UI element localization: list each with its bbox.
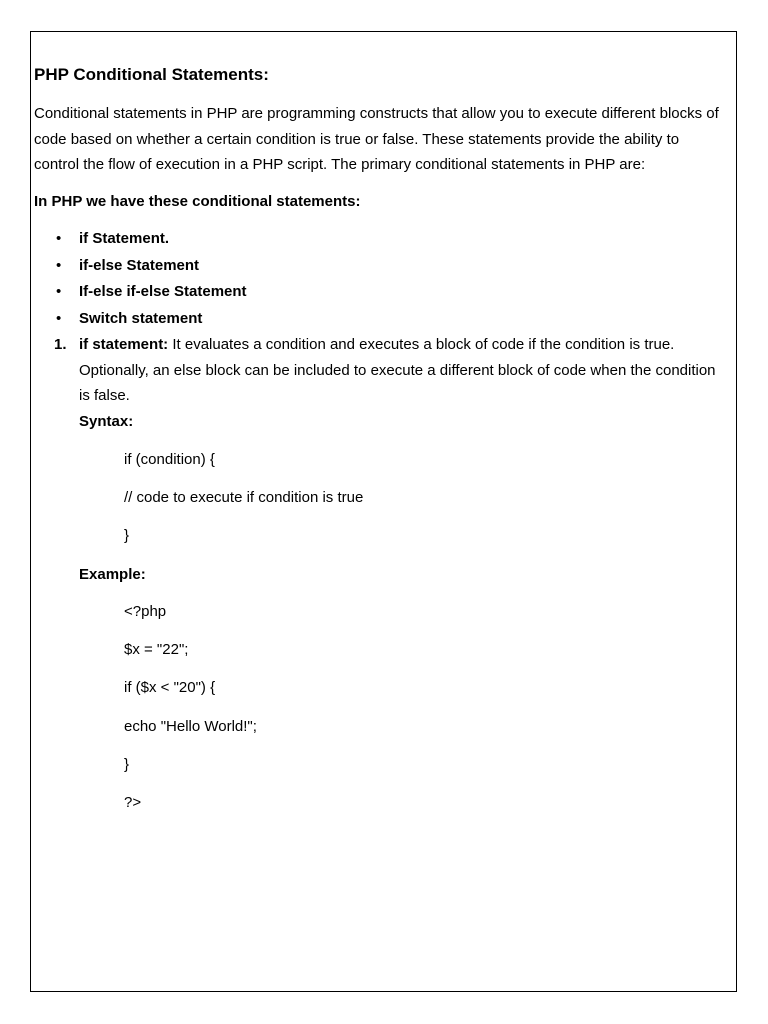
numbered-item-if-statement (34, 332, 728, 409)
code-line: } (124, 755, 130, 773)
syntax-label: Syntax: (79, 412, 134, 430)
code-line: ?> (124, 794, 142, 811)
list-item (34, 226, 728, 253)
example-label: Example: (79, 565, 146, 583)
code-line: } (124, 527, 130, 545)
item-term: if statement: (79, 336, 169, 353)
list-item (34, 306, 728, 333)
code-line: // code to execute if condition is true (124, 489, 364, 507)
intro-paragraph: Conditional statements in PHP are programming constructs that allow you to execute different blocks of code based on whether a certain condition is true or false. These statements provide the ability to control the flow of execution in a PHP script. The primary conditional statements in PHP are: (34, 105, 719, 173)
code-line: echo "Hello World!"; (124, 717, 257, 735)
list-item-text: if Statement. (79, 230, 170, 247)
list-item-text: Switch statement (79, 309, 203, 327)
list-item-text: If-else if-else Statement (79, 283, 247, 300)
conditional-statements-heading: In PHP we have these conditional statements: (34, 192, 361, 210)
list-item-text: if-else Statement (79, 256, 200, 274)
bullet-icon: • (56, 230, 62, 247)
code-line: if ($x < "20") { (124, 679, 216, 697)
example-code-block (34, 599, 728, 828)
code-line: <?php (124, 603, 167, 621)
code-line: $x = "22"; (124, 641, 189, 659)
bullet-icon: • (56, 283, 62, 300)
syntax-code-block (34, 447, 728, 562)
item-description: It evaluates a condition and executes a block of code if the condition is true. Optionally, an else block can be included to execute a different block of code when the condition is false. (79, 336, 716, 404)
list-item (34, 279, 728, 306)
statement-list (34, 226, 728, 332)
bullet-icon: • (56, 256, 62, 274)
code-line: if (condition) { (124, 451, 215, 468)
document-content (34, 62, 728, 828)
list-item (34, 253, 728, 280)
item-number: 1. (54, 336, 67, 353)
bullet-icon: • (56, 309, 62, 327)
document-title: PHP Conditional Statements: (34, 65, 269, 84)
